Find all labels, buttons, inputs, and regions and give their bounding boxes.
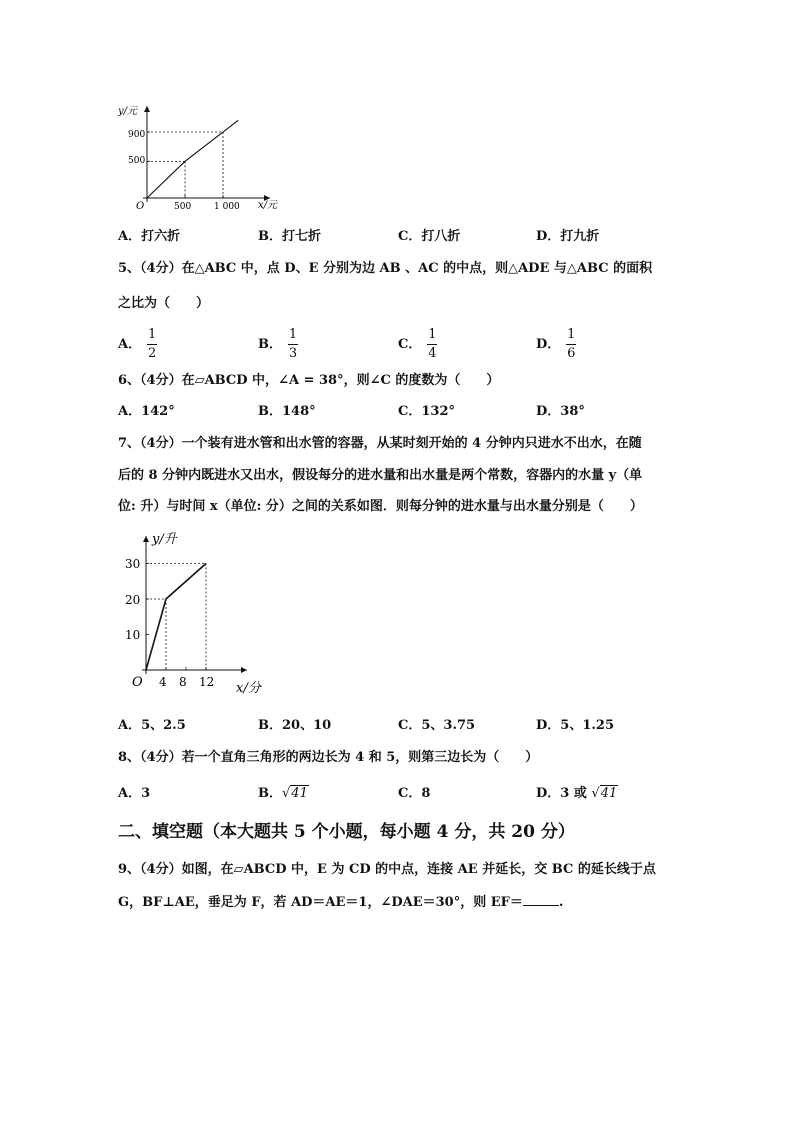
chart1-origin: O: [136, 201, 145, 212]
q6-option-d: D．38°: [536, 404, 585, 419]
q8-stem: 8、（4分）若一个直角三角形的两边长为 4 和 5，则第三边长为（ ）: [118, 750, 539, 765]
q8-option-b: B．√41: [258, 786, 308, 801]
q5-stem-line2: 之比为（ ）: [118, 296, 210, 311]
chart2-xtick-4: 4: [159, 675, 167, 689]
q4-option-d: D．打九折: [536, 229, 600, 244]
q9-answer-blank: [523, 893, 559, 906]
q5-option-b: B． $\frac{1}{3}$: [258, 327, 298, 361]
price-chart: [110, 100, 300, 216]
chart1-xlabel: x/元: [258, 200, 278, 211]
q8-option-c: C．8: [398, 786, 431, 801]
q7-option-b: B．20、10: [258, 718, 332, 733]
chart1-ytick-500: 500: [128, 156, 146, 166]
q6-option-a: A．142°: [118, 404, 175, 419]
q8-option-d: D．3 或 √41: [536, 786, 618, 801]
q6-stem: 6、（4分）在▱ABCD 中，∠A = 38°，则∠C 的度数为（ ）: [118, 373, 500, 388]
q9-stem-line1: 9、（4分）如图，在▱ABCD 中，E 为 CD 的中点，连接 AE 并延长，交 BC 的延长线于点: [118, 862, 656, 877]
q4-option-b: B．打七折: [258, 229, 322, 244]
q7-stem-line3: 位: 升）与时间 x（单位: 分）之间的关系如图．则每分钟的进水量与出水量分别是（ ）: [118, 499, 643, 514]
y-axis-arrow-icon: [144, 106, 150, 112]
q4-option-a: A．打六折: [118, 229, 181, 244]
q7-option-a: A．5、2.5: [118, 718, 186, 733]
chart2-ytick-30: 30: [125, 557, 141, 571]
x-axis-arrow-icon: [241, 667, 247, 673]
q7-stem-line1: 7、（4分）一个装有进水管和出水管的容器，从某时刻开始的 4 分钟内只进水不出水，在随: [118, 436, 642, 451]
chart1-ylabel: y/元: [118, 106, 138, 117]
chart2-origin: O: [132, 675, 143, 690]
q6-option-b: B．148°: [258, 404, 316, 419]
q5-option-d: D． $\frac{1}{6}$: [536, 327, 576, 361]
chart1-ytick-900: 900: [128, 130, 146, 140]
q5-option-a: A． $\frac{1}{2}$: [118, 327, 157, 361]
q4-option-c: C．打八折: [398, 229, 461, 244]
chart1-xtick-1000: 1 000: [214, 202, 240, 212]
chart2-xlabel: x/分: [236, 681, 261, 696]
chart2-ytick-10: 10: [125, 628, 141, 642]
q7-option-c: C．5、3.75: [398, 718, 476, 733]
q7-option-d: D．5、1.25: [536, 718, 614, 733]
chart2-ylabel: y/升: [152, 532, 177, 547]
water-chart: [115, 528, 275, 700]
q7-stem-line2: 后的 8 分钟内既进水又出水，假设每分的进水量和出水量是两个常数，容器内的水量 y（单: [118, 468, 643, 483]
y-axis-arrow-icon: [143, 536, 149, 542]
q8-option-a: A．3: [118, 786, 151, 801]
chart2-xtick-12: 12: [199, 675, 215, 689]
q6-option-c: C．132°: [398, 404, 455, 419]
q5-option-c: C． $\frac{1}{4}$: [398, 327, 437, 361]
series-line: [146, 564, 206, 671]
q9-stem-line2: G，BF⊥AE，垂足为 F，若 AD＝AE＝1，∠DAE＝30°，则 EF＝ .: [118, 895, 564, 910]
chart2-xtick-8: 8: [179, 675, 187, 689]
q5-stem-line1: 5、（4分）在△ABC 中，点 D、E 分别为边 AB 、AC 的中点，则△ADE 与△ABC 的面积: [118, 261, 653, 276]
section-2-title: 二、填空题（本大题共 5 个小题，每小题 4 分，共 20 分）: [118, 822, 575, 842]
chart1-xtick-500: 500: [174, 202, 192, 212]
chart2-ytick-20: 20: [125, 593, 141, 607]
